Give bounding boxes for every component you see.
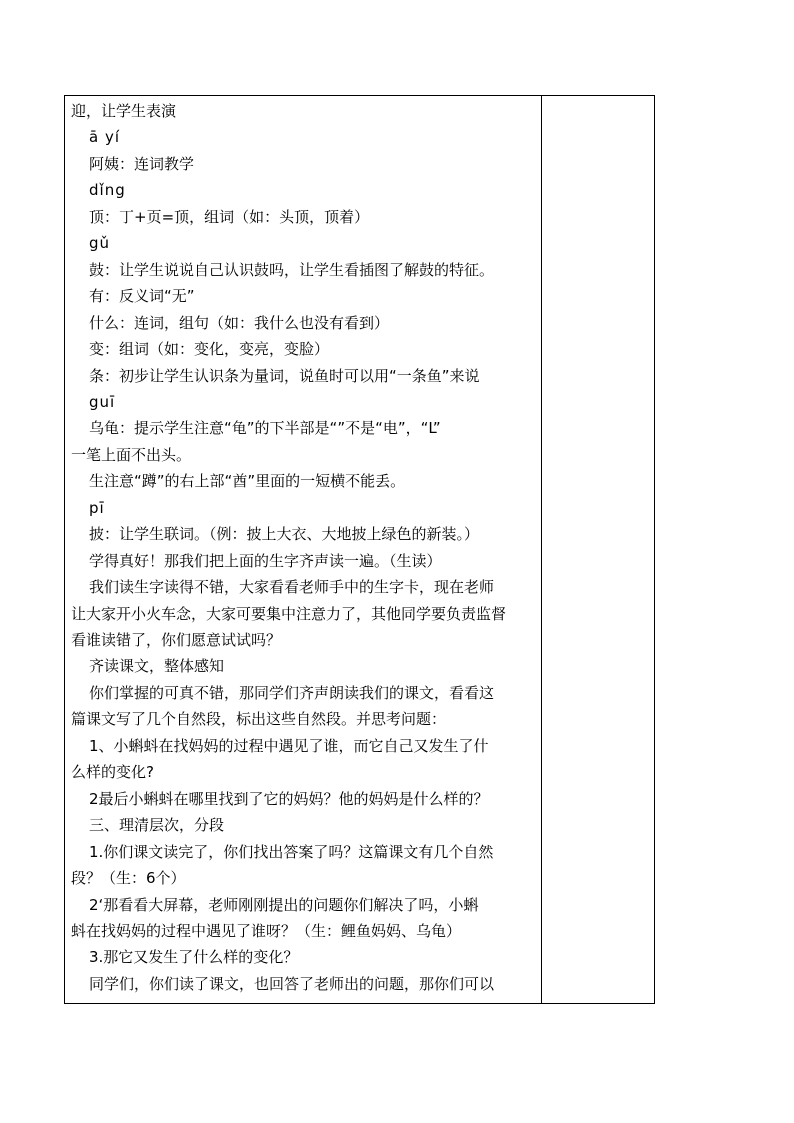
- text-line: 让大家开小火车念，大家可要集中注意力了，其他同学要负责监督: [71, 604, 507, 623]
- text-line: 看谁读错了，你们愿意试试吗？: [71, 631, 282, 649]
- text-line: 我们读生字读得不错，大家看看老师手中的生字卡，现在老师: [89, 578, 495, 597]
- text-line: 段？（生：6个）: [71, 869, 186, 888]
- text-line: 生注意“蹲”的右上部“酋”里面的一短横不能丢。: [89, 472, 406, 491]
- text-line: 你们掌握的可真不错，那同学们齐声朗读我们的课文，看看这: [89, 683, 495, 702]
- text-line: 齐读课文，整体感知: [89, 657, 225, 676]
- pinyin-line: dǐng: [89, 181, 126, 200]
- text-line: 学得真好！那我们把上面的生字齐声读一遍。（生读）: [89, 551, 442, 570]
- text-line: 一笔上面不出头。: [71, 445, 192, 464]
- text-line: 2‘那看看大屏幕，老师刚刚提出的问题你们解决了吗，小蝌: [89, 895, 479, 914]
- text-line: 有：反义词“无”: [89, 287, 195, 306]
- text-line: 3.那它又发生了什么样的变化？: [89, 948, 299, 967]
- text-line: 1、小蝌蚪在找妈妈的过程中遇见了谁，而它自己又发生了什: [89, 736, 489, 755]
- text-line: 篇课文写了几个自然段，标出这些自然段。并思考问题：: [71, 710, 447, 729]
- pinyin-line: guī: [89, 392, 116, 411]
- text-line: 2最后小蝌蚪在哪里找到了它的妈妈？他的妈妈是什么样的？: [89, 789, 489, 808]
- pinyin-line: ā yí: [89, 128, 121, 147]
- text-line: 什么：连词，组句（如：我什么也没有看到）: [89, 313, 390, 332]
- text-line: 同学们，你们读了课文，也回答了老师出的问题，那你们可以: [89, 974, 495, 993]
- text-line: 蚪在找妈妈的过程中遇见了谁呀？（生：鲤鱼妈妈、乌龟）: [71, 921, 462, 940]
- lesson-table: [64, 95, 655, 1004]
- text-line: 么样的变化?: [71, 763, 154, 782]
- text-line: 变：组词（如：变化，变亮，变脸）: [89, 340, 330, 359]
- text-line: 披：让学生联词。（例：披上大衣、大地披上绿色的新装。）: [89, 525, 480, 544]
- text-line: 三、理清层次，分段: [89, 816, 225, 835]
- text-line: 顶：丁+页=顶，组词（如：头顶，顶着）: [89, 207, 370, 226]
- text-line: 乌龟：提示学生注意“龟”的下半部是“”不是“电”，“L”: [89, 419, 441, 438]
- text-line: 1.你们课文读完了，你们找出答案了吗？这篇课文有几个自然: [89, 842, 494, 861]
- text-line: 阿姨：连词教学: [89, 154, 195, 173]
- pinyin-line: gǔ: [89, 234, 111, 253]
- text-line: 条：初步让学生认识条为量词，说鱼时可以用“一条鱼”来说: [89, 366, 480, 385]
- text-line: 迎，让学生表演: [71, 102, 177, 120]
- lesson-content-cell: [65, 96, 541, 1003]
- text-line: 鼓：让学生说说自己认识鼓吗，让学生看插图了解鼓的特征。: [89, 260, 495, 279]
- notes-cell: [542, 96, 654, 1003]
- pinyin-line: pī: [89, 498, 105, 517]
